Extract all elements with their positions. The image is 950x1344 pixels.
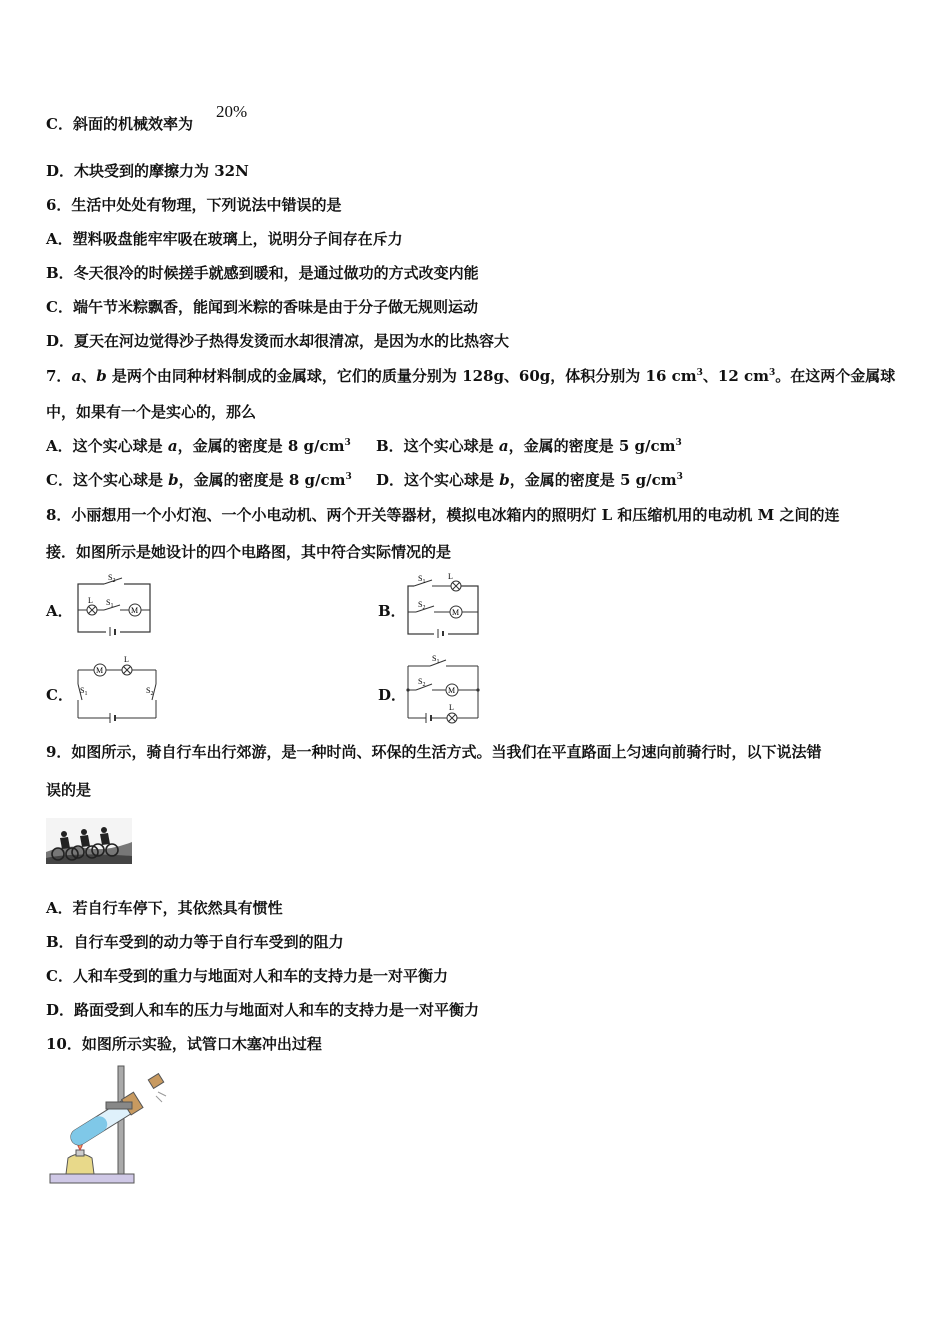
q6-option-a: A．塑料吸盘能牢牢吸在玻璃上，说明分子间存在斥力 [46,230,403,248]
q7-option-a: A．这个实心球是 a，金属的密度是 8 $g/cm^3$ [46,437,351,455]
q9-option-c: C．人和车受到的重力与地面对人和车的支持力是一对平衡力 [46,967,448,985]
svg-text:L: L [88,596,93,605]
svg-text:S2: $S_2$ [418,677,426,688]
q8-label-a: A． [46,602,73,620]
q8-label-d: D． [378,686,407,704]
q7-option-d: D．这个实心球是 b，金属的密度是 5 $g/cm^3$ [376,471,683,489]
q8-circuit-a [74,572,154,636]
svg-text:S1: $S_1$ [106,598,114,609]
q9-stem-line2: 误的是 [46,781,92,799]
svg-text:S2: $S_2$ [108,573,116,584]
svg-text:S1: $S_1$ [432,654,440,665]
test-tube-experiment-image [46,1062,170,1188]
q6-stem: 6．生活中处处有物理，下列说法中错误的是 [46,196,342,214]
q9-option-a: A．若自行车停下，其依然具有惯性 [46,899,283,917]
q8-label-b: B． [378,602,406,620]
q7-option-b: B．这个实心球是 a，金属的密度是 5 $g/cm^3$ [376,437,682,455]
q5-option-c-value: 20% [216,102,248,121]
q7-stem-line2: 中，如果有一个是实心的，那么 [46,403,257,421]
q8-label-c: C． [46,686,73,704]
q7-stem-line1: 7．a、b 是两个由同种材料制成的金属球，它们的质量分别为 128g、60g，体积分别为 16 $cm^3$、12 $cm^3$。在这两个金属球 [46,367,896,385]
q5-option-c: C．斜面的机械效率为 [46,115,193,133]
q9-option-d: D．路面受到人和车的压力与地面对人和车的支持力是一对平衡力 [46,1001,480,1019]
q7-option-c: C．这个实心球是 b，金属的密度是 8 $g/cm^3$ [46,471,352,489]
svg-text:M: M [452,608,460,617]
q5-option-d: D．木块受到的摩擦力为 32N [46,162,249,180]
q8-circuit-c [74,656,160,724]
svg-text:S1: $S_1$ [418,574,426,585]
svg-text:L: L [124,656,129,664]
q8-circuit-d [404,654,482,726]
svg-text:M: M [448,686,456,695]
svg-text:M: M [131,606,139,615]
q8-stem-line2: 接．如图所示是她设计的四个电路图，其中符合实际情况的是 [46,543,452,561]
q6-option-d: D．夏天在河边觉得沙子热得发烫而水却很清凉，是因为水的比热容大 [46,332,510,350]
svg-text:L: L [448,572,453,581]
q6-option-c: C．端午节米粽飘香，能闻到米粽的香味是由于分子做无规则运动 [46,298,478,316]
q9-stem-line1: 9．如图所示，骑自行车出行郊游，是一种时尚、环保的生活方式。当我们在平直路面上匀速向前骑行时，以下说法错 [46,743,822,761]
q9-option-b: B．自行车受到的动力等于自行车受到的阻力 [46,933,344,951]
svg-text:M: M [96,666,104,675]
svg-text:S2: $S_2$ [146,686,154,697]
svg-text:S2: $S_2$ [418,600,426,611]
q10-stem: 10．如图所示实验，试管口木塞冲出过程 [46,1035,322,1053]
q8-circuit-b [404,572,482,638]
q8-stem-line1: 8．小丽想用一个小灯泡、一个小电动机、两个开关等器材，模拟电冰箱内的照明灯 L 和压缩机用的电动机 M 之间的连 [46,506,840,524]
svg-text:L: L [449,703,454,712]
svg-text:S1: $S_1$ [80,686,88,697]
q6-option-b: B．冬天很冷的时候搓手就感到暖和，是通过做功的方式改变内能 [46,264,479,282]
cyclists-image [46,818,132,864]
